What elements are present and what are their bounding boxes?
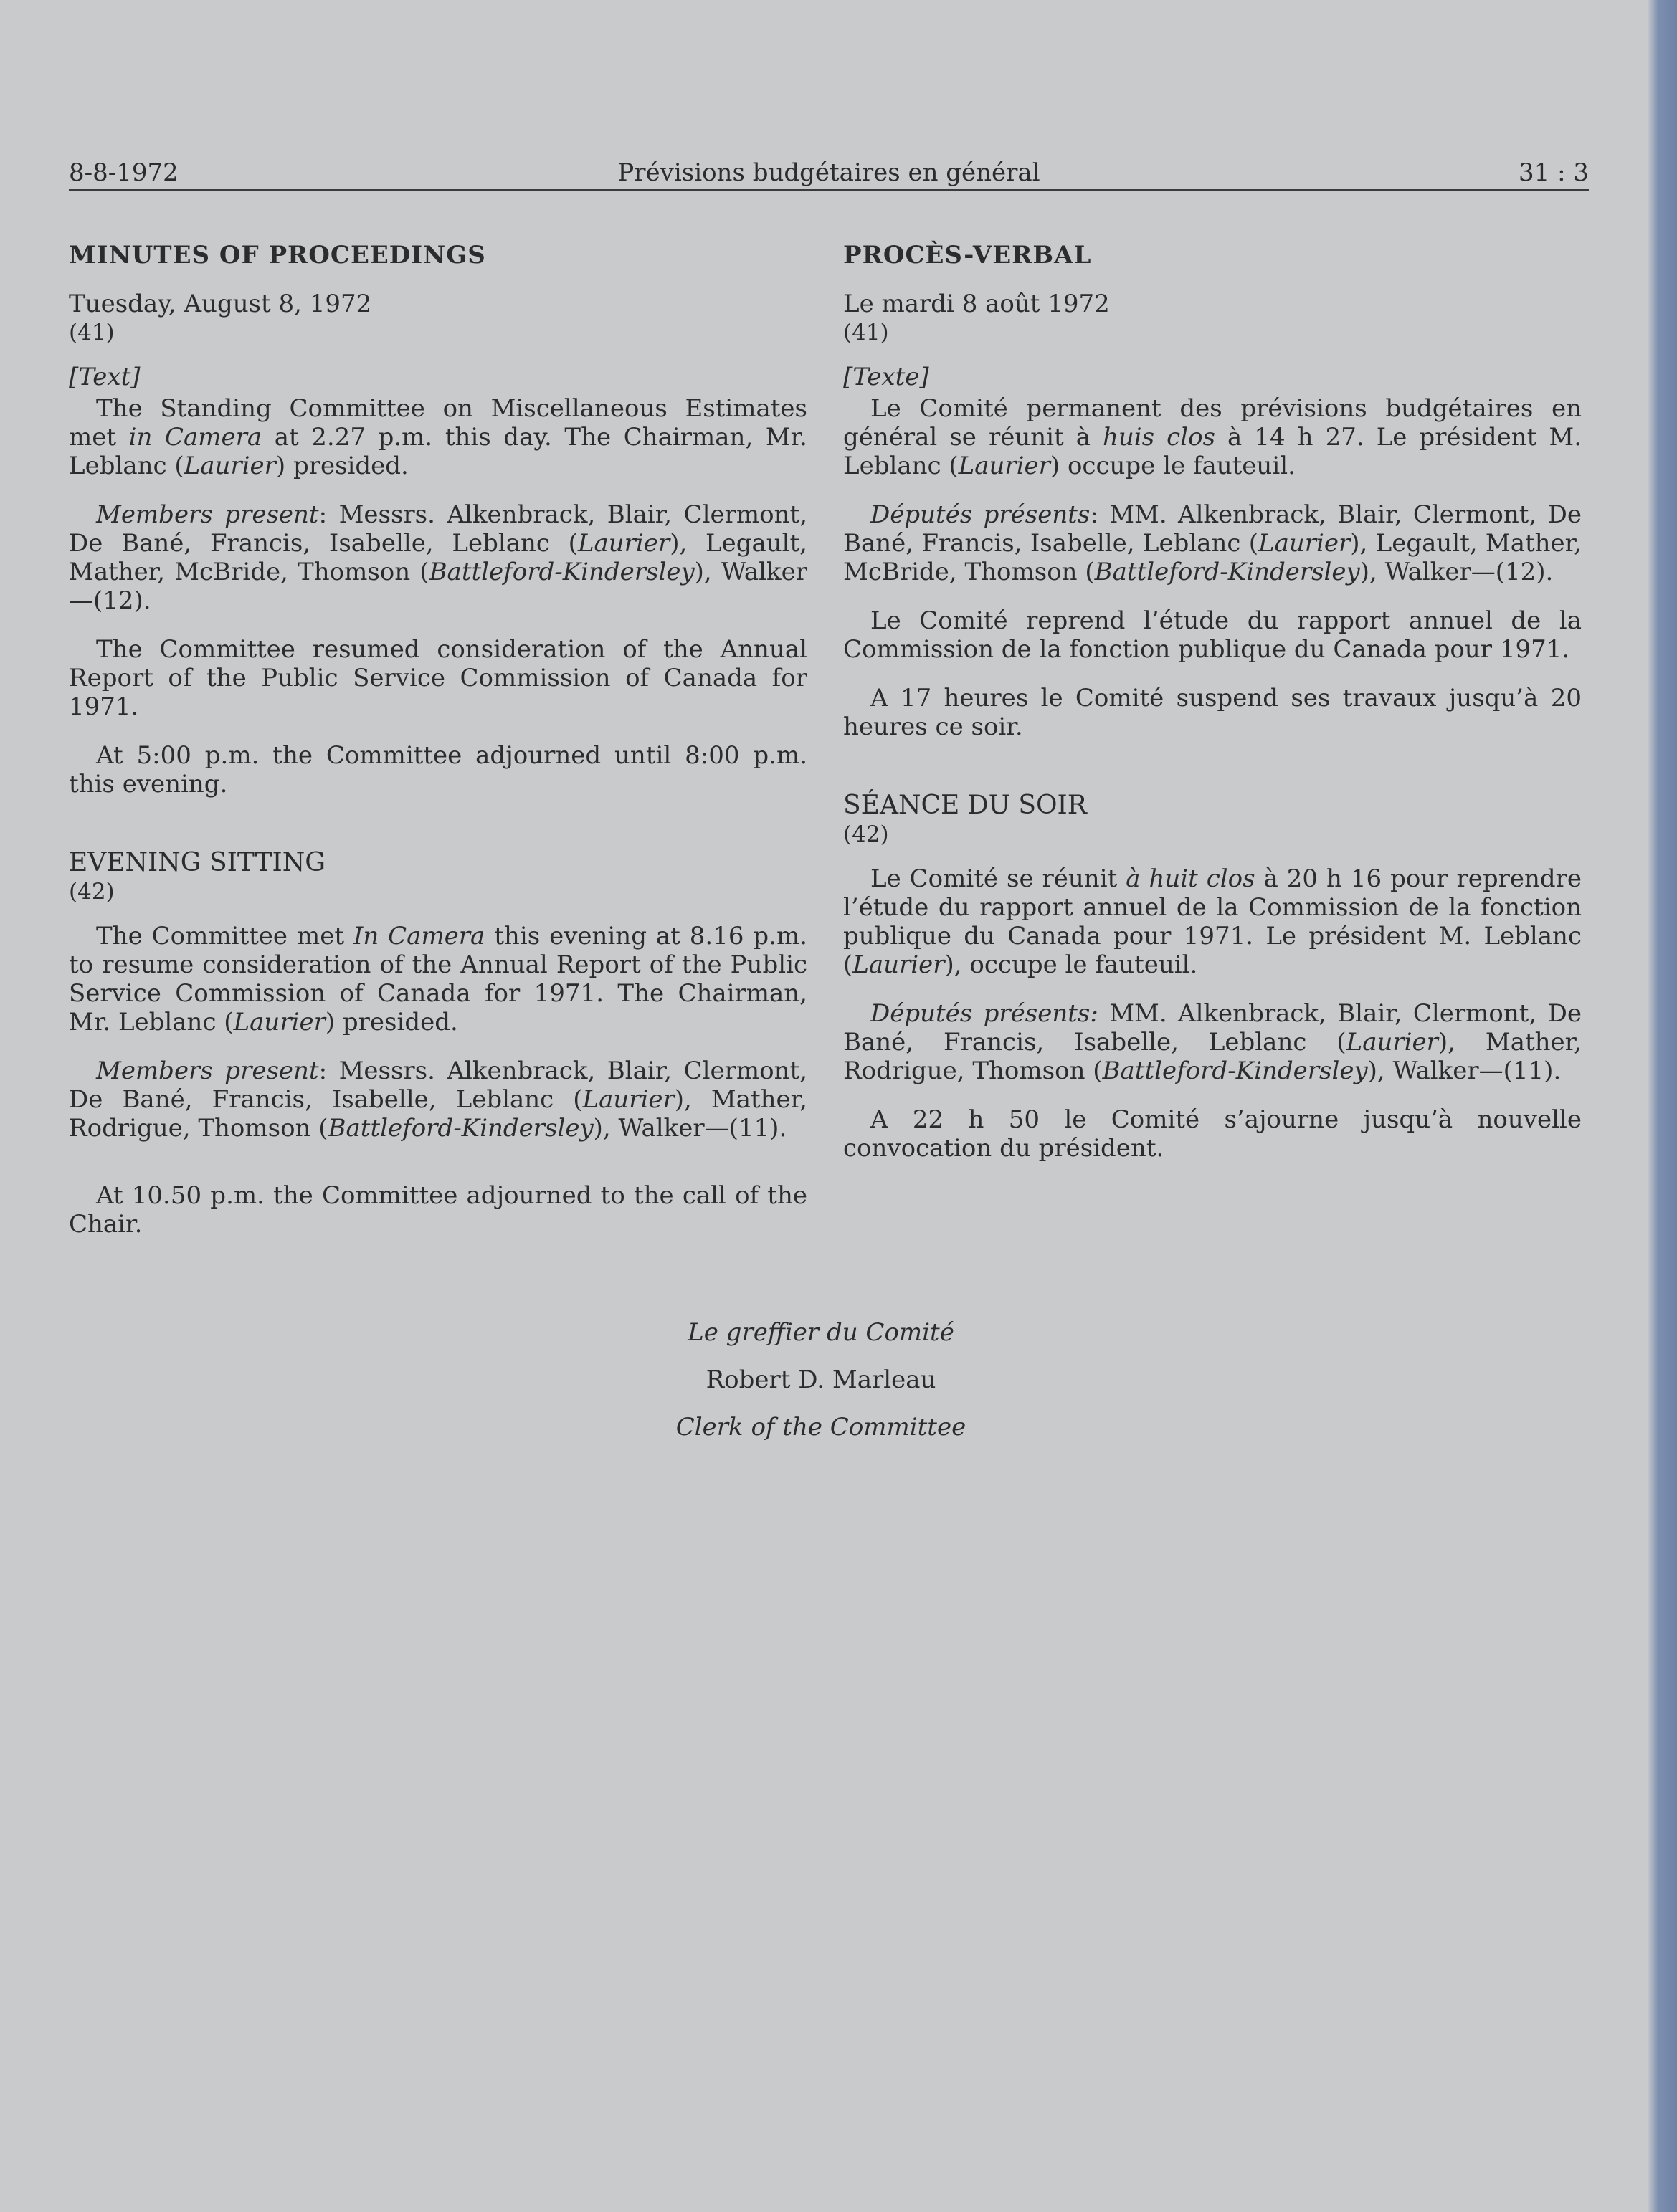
minutes-heading: MINUTES OF PROCEEDINGS <box>69 241 486 270</box>
page-header <box>69 156 1589 191</box>
meeting-date: Tuesday, August 8, 1972 <box>69 290 372 318</box>
signature-french-title: Le greffier du Comité <box>688 1318 954 1347</box>
proces-verbal-heading: PROCÈS-VERBAL <box>843 241 1092 270</box>
paragraph-final-adjourn: A 22 h 50 le Comité s’ajourne jusqu’à nouvelle convocation du président. <box>843 1105 1582 1163</box>
signature-english-title: Clerk of the Committee <box>675 1413 966 1441</box>
header-date: 8-8-1972 <box>69 158 179 187</box>
evening-sitting-title: SÉANCE DU SOIR <box>843 791 1087 820</box>
text-label: [Text] <box>69 363 141 391</box>
meeting-number: (41) <box>69 320 115 345</box>
signature-block <box>0 1309 1642 1451</box>
meeting-number: (42) <box>843 821 889 847</box>
paragraph-evening: Le Comité se réunit à huit clos à 20 h 16 pour reprendre l’étude du rapport annuel de la Commission de la fonction publique du Canada pour 1971. Le président M. Leblanc (Laurier), occupe le fauteuil. <box>843 864 1582 979</box>
english-column <box>69 241 807 1259</box>
header-page-number: 31 : 3 <box>1519 158 1589 187</box>
meeting-date: Le mardi 8 août 1972 <box>843 290 1110 318</box>
text-label: [Texte] <box>843 363 929 391</box>
paragraph-members: Members present: Messrs. Alkenbrack, Blair, Clermont, De Bané, Francis, Isabelle, Leblanc (Laurier), Legault, Mather, McBride, Thomson (Battleford-Kindersley), Walker—(12). <box>69 500 807 615</box>
paragraph-adjourn: A 17 heures le Comité suspend ses travaux jusqu’à 20 heures ce soir. <box>843 684 1582 741</box>
paragraph-members: Députés présents: MM. Alkenbrack, Blair, Clermont, De Bané, Francis, Isabelle, Leblanc (Laurier), Legault, Mather, McBride, Thomson (Battleford-Kindersley), Walker—(12). <box>843 500 1582 586</box>
header-title: Prévisions budgétaires en général <box>617 158 1040 187</box>
paragraph-members: Members present: Messrs. Alkenbrack, Blair, Clermont, De Bané, Francis, Isabelle, Leblanc (Laurier), Mather, Rodrigue, Thomson (Battleford-Kindersley), Walker—(11). <box>69 1057 807 1143</box>
paragraph-consideration: The Committee resumed consideration of the Annual Report of the Public Service Commission of Canada for 1971. <box>69 635 807 721</box>
paragraph-opening: The Standing Committee on Miscellaneous Estimates met in Camera at 2.27 p.m. this day. The Chairman, Mr. Leblanc (Laurier) presided. <box>69 394 807 480</box>
page-edge <box>1648 0 1677 2212</box>
paragraph-adjourn: At 5:00 p.m. the Committee adjourned until 8:00 p.m. this evening. <box>69 741 807 798</box>
evening-sitting-title: EVENING SITTING <box>69 848 326 877</box>
meeting-number: (42) <box>69 879 115 905</box>
signature-name: Robert D. Marleau <box>706 1365 936 1394</box>
paragraph-final-adjourn: At 10.50 p.m. the Committee adjourned to the call of the Chair. <box>69 1181 807 1239</box>
french-column <box>843 241 1582 1183</box>
paragraph-evening: The Committee met In Camera this evening at 8.16 p.m. to resume consideration of the Annual Report of the Public Service Commission of Canada for 1971. The Chairman, Mr. Leblanc (Laurier) presided. <box>69 922 807 1036</box>
paragraph-members: Députés présents: MM. Alkenbrack, Blair, Clermont, De Bané, Francis, Isabelle, Leblanc (Laurier), Mather, Rodrigue, Thomson (Battleford-Kindersley), Walker—(11). <box>843 999 1582 1085</box>
paragraph-consideration: Le Comité reprend l’étude du rapport annuel de la Commission de la fonction publique du Canada pour 1971. <box>843 606 1582 664</box>
meeting-number: (41) <box>843 320 889 345</box>
paragraph-opening: Le Comité permanent des prévisions budgétaires en général se réunit à huis clos à 14 h 27. Le président M. Leblanc (Laurier) occupe le fauteuil. <box>843 394 1582 480</box>
